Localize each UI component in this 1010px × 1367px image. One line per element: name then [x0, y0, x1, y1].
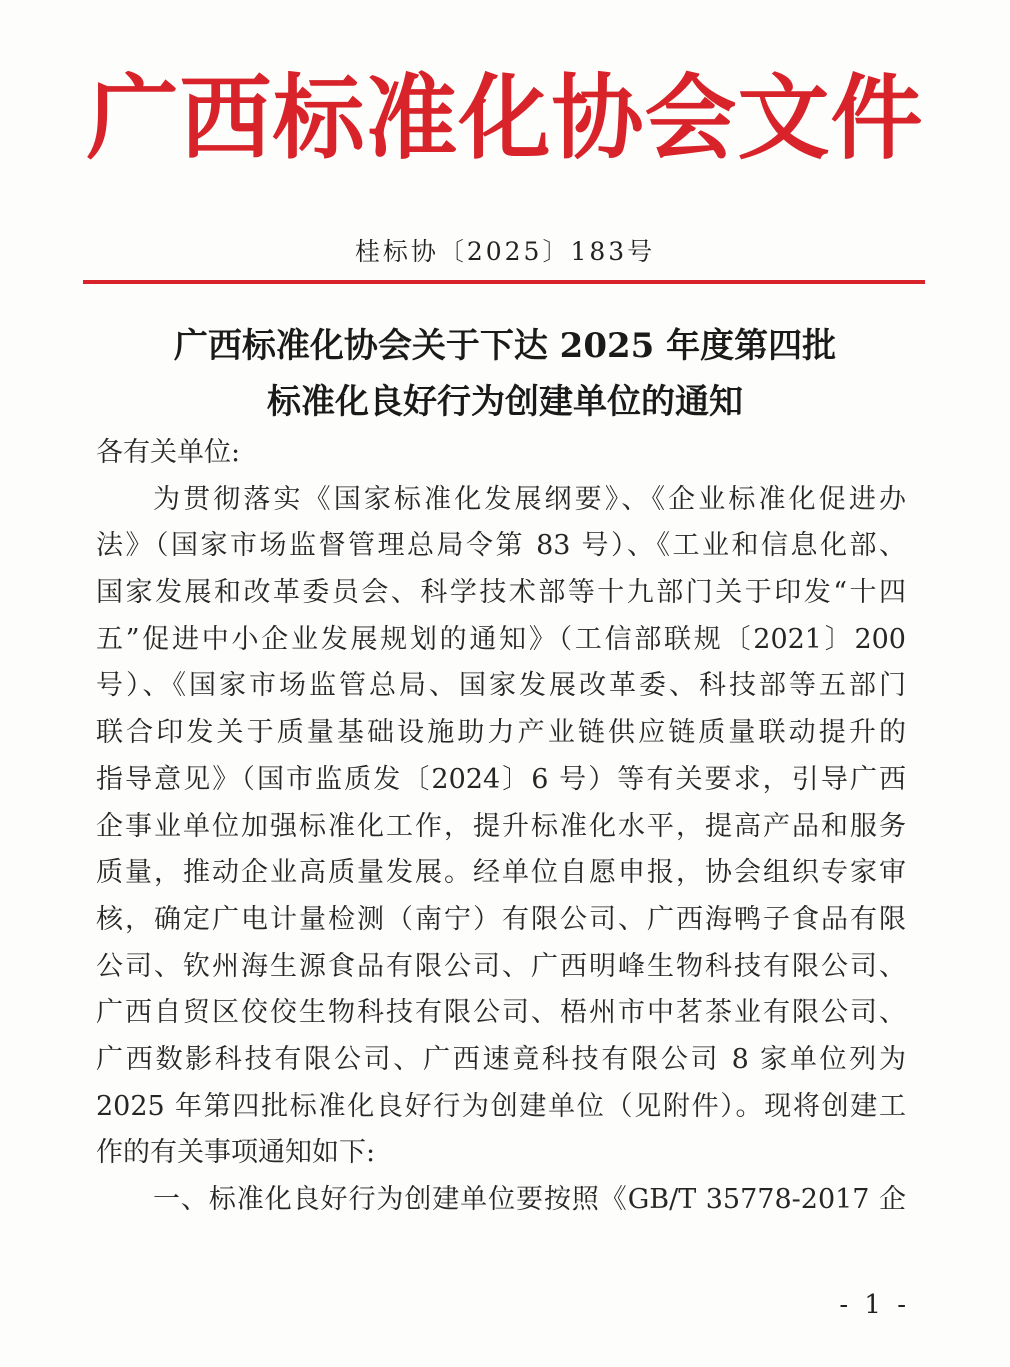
salutation: 各有关单位: — [96, 437, 241, 468]
body-line: 广西自贸区佼佼生物科技有限公司、梧州市中茗茶业有限公司、 — [96, 997, 906, 1029]
body-line: 法》（国家市场监督管理总局令第 83 号）、《工业和信息化部、 — [96, 530, 906, 562]
body-line: 广西数影科技有限公司、广西速竟科技有限公司 8 家单位列为 — [96, 1043, 906, 1075]
notice-title-line-2: 标准化良好行为创建单位的通知 — [267, 382, 743, 422]
body-line: 2025 年第四批标准化良好行为创建单位（见附件）。现将创建工 — [96, 1090, 906, 1122]
notice-body — [96, 430, 906, 1224]
body-line: 质量，推动企业高质量发展。经单位自愿申报，协会组织专家审 — [96, 857, 906, 889]
body-line: 指导意见》（国市监质发〔2024〕6 号）等有关要求，引导广西 — [96, 763, 906, 795]
red-divider-line — [83, 280, 925, 284]
document-header-title: 广西标准化协会文件 — [86, 64, 924, 172]
body-line: 作的有关事项通知如下: — [96, 1137, 376, 1169]
notice-title-line-1: 广西标准化协会关于下达 2025 年度第四批 — [173, 326, 837, 366]
body-line: 联合印发关于质量基础设施助力产业链供应链质量联动提升的 — [96, 717, 906, 749]
body-line: 号）、《国家市场监管总局、国家发展改革委、科技部等五部门 — [96, 670, 906, 702]
body-line: 一、标准化良好行为创建单位要按照《GB/T 35778-2017 企 — [153, 1184, 906, 1215]
document-number: 桂标协〔2025〕183号 — [354, 237, 656, 266]
body-line: 五”促进中小企业发展规划的通知》（工信部联规〔2021〕200 — [96, 623, 906, 655]
body-line: 为贯彻落实《国家标准化发展纲要》、《企业标准化促进办 — [153, 483, 906, 515]
page-number: - 1 - — [839, 1290, 910, 1320]
body-line: 核，确定广电计量检测（南宁）有限公司、广西海鸭子食品有限 — [96, 903, 906, 935]
body-line: 企事业单位加强标准化工作，提升标准化水平，提高产品和服务 — [96, 810, 906, 842]
body-line: 国家发展和改革委员会、科学技术部等十九部门关于印发“十四 — [96, 577, 906, 609]
notice-title — [0, 318, 1010, 430]
body-line: 公司、钦州海生源食品有限公司、广西明峰生物科技有限公司、 — [96, 950, 906, 982]
